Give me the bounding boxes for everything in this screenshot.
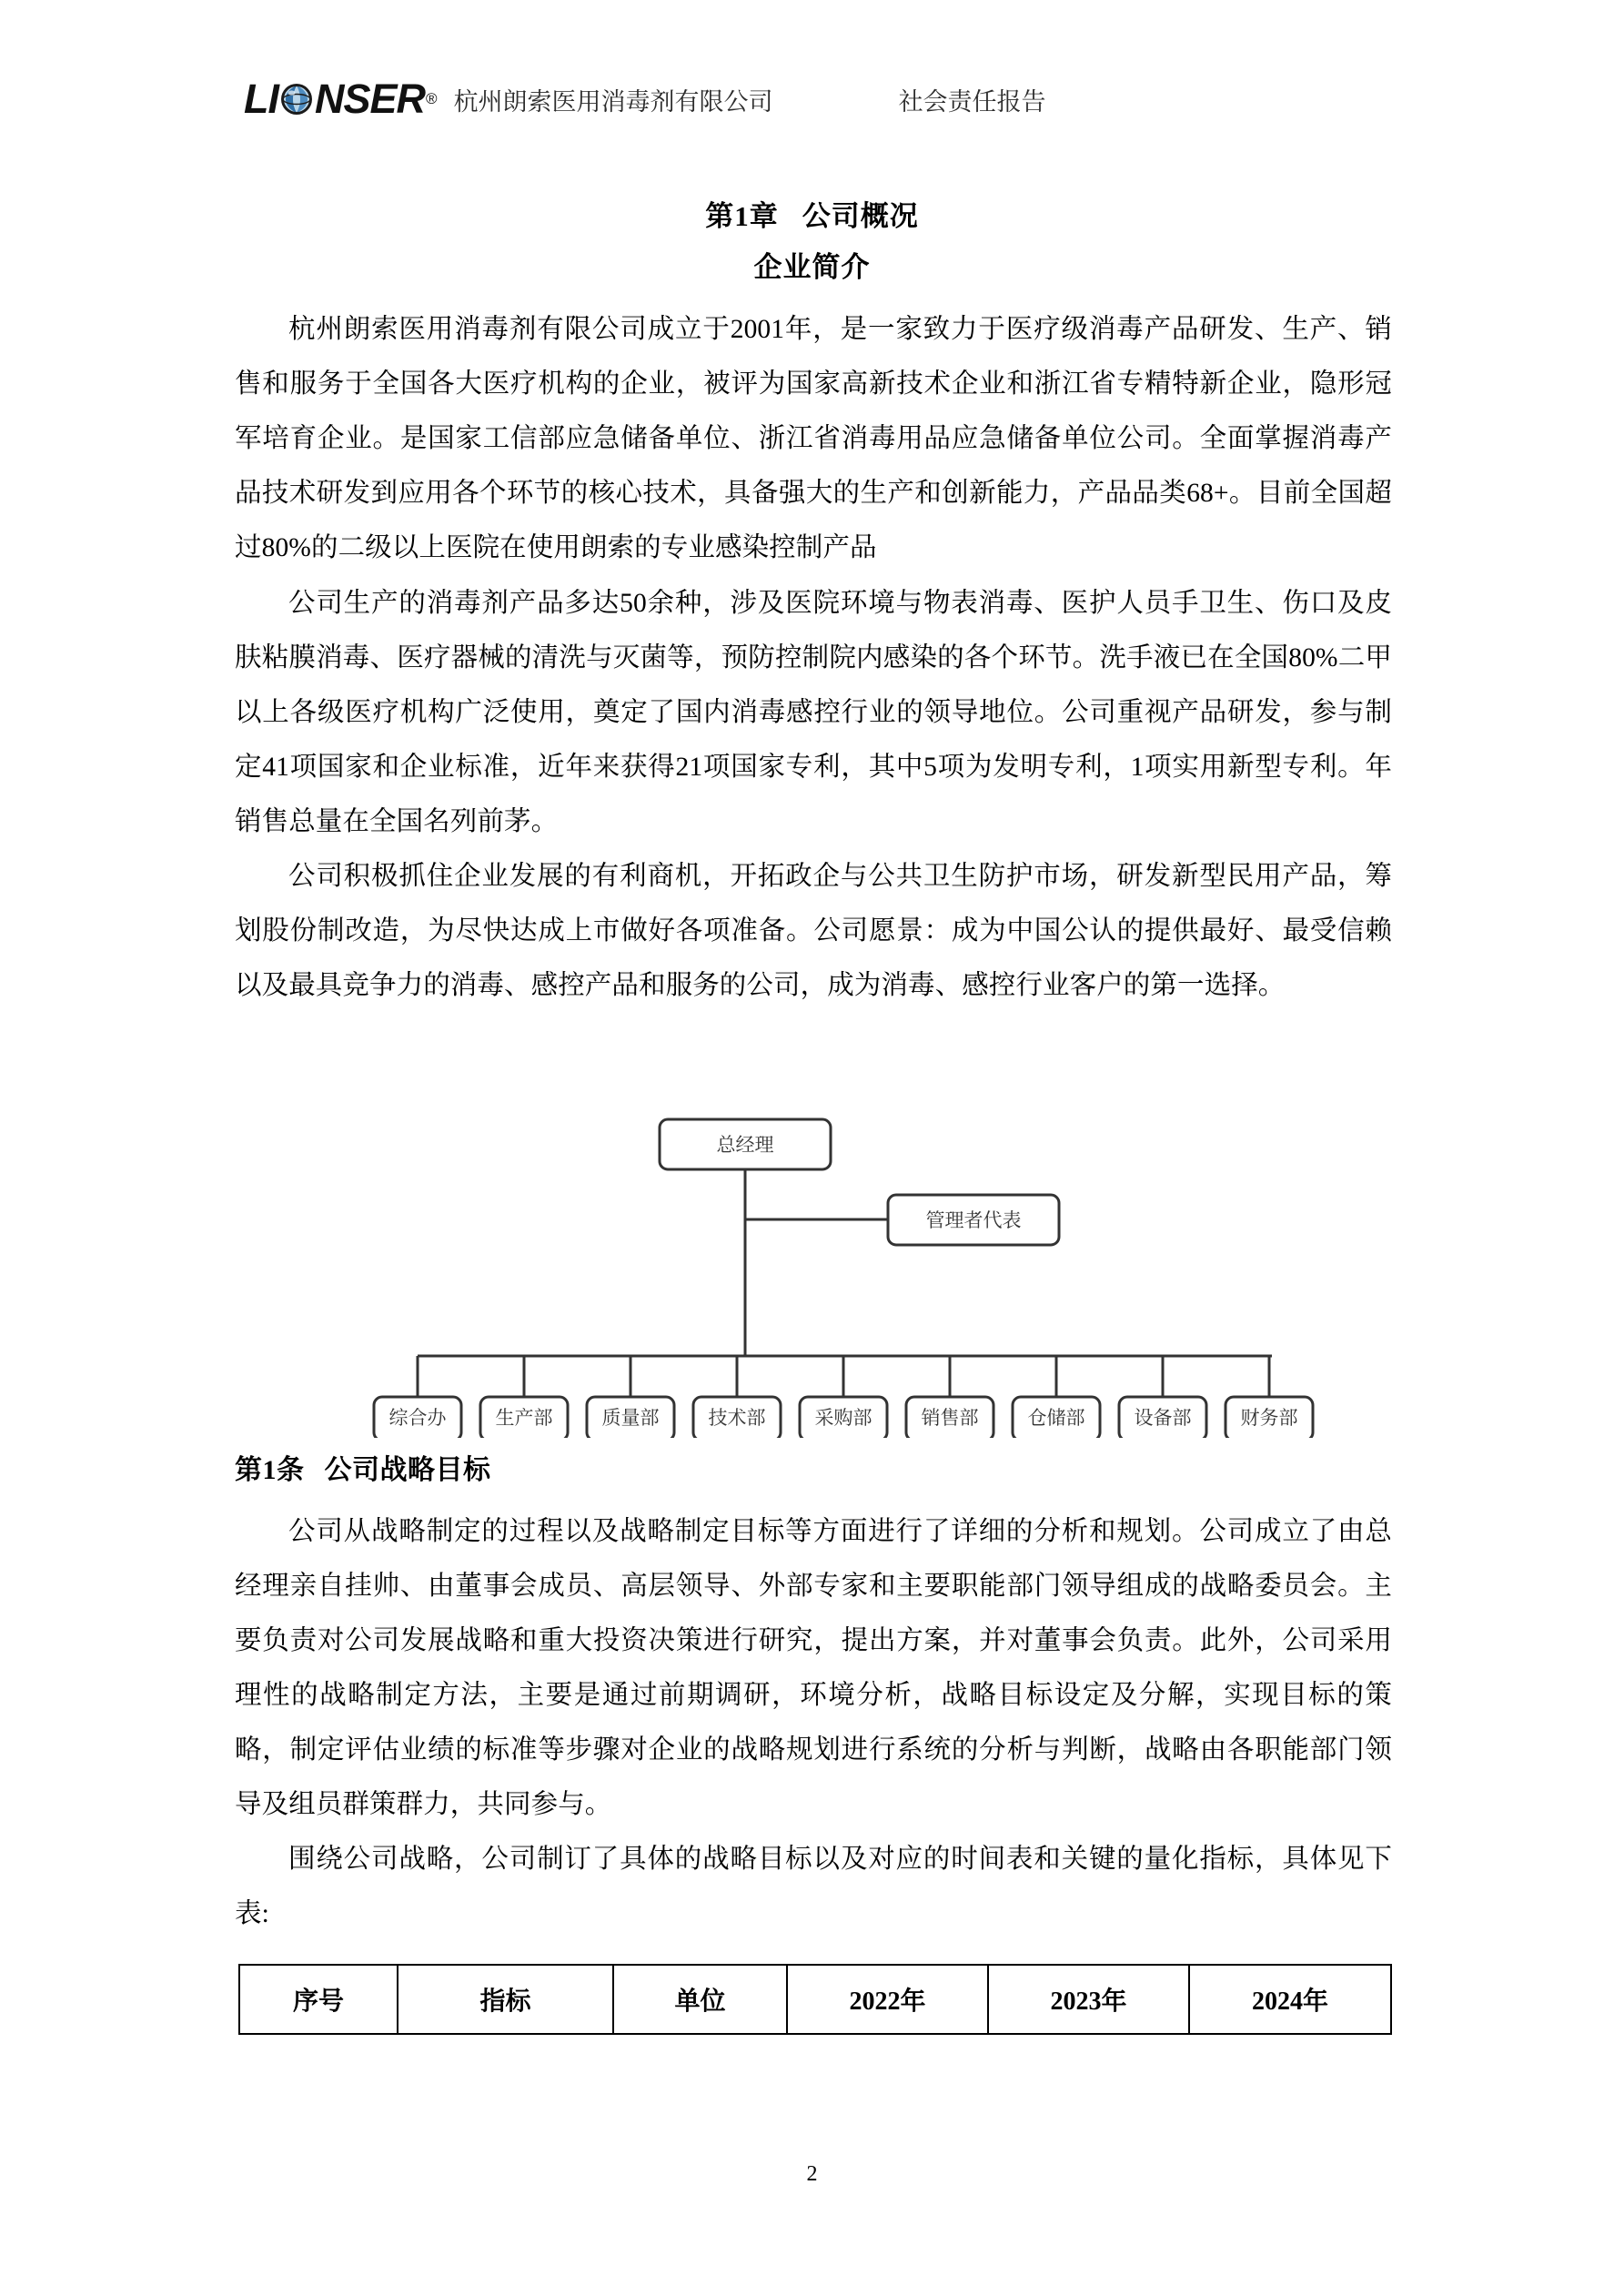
org-node-department [906, 1397, 994, 1438]
org-department-label: 仓储部 [1027, 1408, 1085, 1429]
org-node-root [660, 1119, 831, 1169]
table-header-cell: 2023年 [988, 1965, 1189, 2034]
paragraph-block-1 [235, 302, 1392, 575]
table-header-cell: 指标 [398, 1965, 613, 2034]
header-report-name: 社会责任报告 [898, 87, 1046, 116]
table-header-cell: 单位 [613, 1965, 787, 2034]
clause-number: 第1条 [235, 1455, 305, 1485]
chapter-title-text: 公司概况 [802, 200, 919, 232]
org-node-department [693, 1397, 781, 1438]
org-node-department [1013, 1397, 1100, 1438]
strategy-goal-table [238, 1964, 1392, 2035]
table-header-cell: 序号 [239, 1965, 398, 2034]
clause-title-text: 公司战略目标 [324, 1455, 491, 1485]
org-department-label: 销售部 [921, 1408, 979, 1429]
org-department-label: 生产部 [495, 1408, 553, 1429]
org-node-root-label: 总经理 [716, 1135, 774, 1156]
paragraph-5: 围绕公司战略，公司制订了具体的战略目标以及对应的时间表和关键的量化指标，具体见下表: [235, 1845, 1392, 1928]
section-heading [0, 244, 1624, 285]
paragraph-3: 公司积极抓住企业发展的有利商机，开拓政企与公共卫生防护市场，研发新型民用产品，筹划股份制改造，为尽快达成上市做好各项准备。公司愿景：成为中国公认的提供最好、最受信赖以及最具竞争力的消毒、感控产品和服务的公司，成为消毒、感控行业客户的第一选择。 [235, 862, 1392, 1000]
paragraph-4: 公司从战略制定的过程以及战略制定目标等方面进行了详细的分析和规划。公司成立了由总经理亲自挂帅、由董事会成员、高层领导、外部专家和主要职能部门领导组成的战略委员会。主要负责对公司发展战略和重大投资决策进行研究，提出方案，并对董事会负责。此外，公司采用理性的战略制定方法，主要是通过前期调研，环境分析，战略目标设定及分解，实现目标的策略，制定评估业绩的标准等步骤对企业的战略规划进行系统的分析与判断，战略由各职能部门领导及组员群策群力，共同参与。 [235, 1517, 1392, 1819]
page-number: 2 [806, 2162, 818, 2186]
org-node-department [480, 1397, 568, 1438]
org-department-label: 技术部 [708, 1408, 766, 1429]
paragraph-block-4 [235, 1504, 1392, 1832]
clause-heading [235, 1447, 491, 1487]
table-header-cell: 2024年 [1189, 1965, 1391, 2034]
organization-chart [235, 1083, 1392, 1438]
chapter-number: 第1章 [705, 200, 779, 232]
org-department-label: 财务部 [1240, 1408, 1298, 1429]
org-node-department [1119, 1397, 1206, 1438]
paragraph-block-3 [235, 849, 1392, 1013]
table-header-row [239, 1965, 1391, 2034]
org-node-department [587, 1397, 674, 1438]
table-header-cell: 2022年 [787, 1965, 988, 2034]
section-title-text: 企业简介 [753, 251, 871, 283]
paragraph-block-2 [235, 576, 1392, 849]
logo-text-pre: LI [244, 76, 278, 122]
org-department-label: 综合办 [388, 1408, 447, 1429]
org-node-department [1226, 1397, 1313, 1438]
org-node-deputy-label: 管理者代表 [925, 1210, 1022, 1231]
org-department-label: 质量部 [601, 1408, 660, 1429]
globe-icon [279, 82, 314, 116]
logo-text-post: NSER [315, 76, 426, 122]
lionser-logo [244, 78, 438, 120]
org-department-label: 采购部 [814, 1408, 873, 1429]
org-node-department [800, 1397, 887, 1438]
chapter-heading [0, 193, 1624, 234]
org-node-department [374, 1397, 461, 1438]
paragraph-1: 杭州朗索医用消毒剂有限公司成立于2001年，是一家致力于医疗级消毒产品研发、生产、销售和服务于全国各大医疗机构的企业，被评为国家高新技术企业和浙江省专精特新企业，隐形冠军培育企业。是国家工信部应急储备单位、浙江省消毒用品应急储备单位公司。全面掌握消毒产品技术研发到应用各个环节的核心技术，具备强大的生产和创新能力，产品品类68+。目前全国超过80%的二级以上医院在使用朗索的专业感染控制产品 [235, 315, 1392, 562]
header-company-name: 杭州朗索医用消毒剂有限公司 [453, 87, 773, 116]
paragraph-2: 公司生产的消毒剂产品多达50余种，涉及医院环境与物表消毒、医护人员手卫生、伤口及皮肤粘膜消毒、医疗器械的清洗与灭菌等，预防控制院内感染的各个环节。洗手液已在全国80%二甲以上各级医疗机构广泛使用，奠定了国内消毒感控行业的领导地位。公司重视产品研发，参与制定41项国家和企业标准，近年来获得21项国家专利，其中5项为发明专利，1项实用新型专利。年销售总量在全国名列前茅。 [235, 589, 1392, 836]
org-node-deputy [888, 1195, 1059, 1245]
page-header [244, 71, 1399, 127]
registered-mark-icon: ® [426, 90, 438, 107]
paragraph-block-5 [235, 1832, 1392, 1941]
org-department-label: 设备部 [1134, 1408, 1192, 1429]
